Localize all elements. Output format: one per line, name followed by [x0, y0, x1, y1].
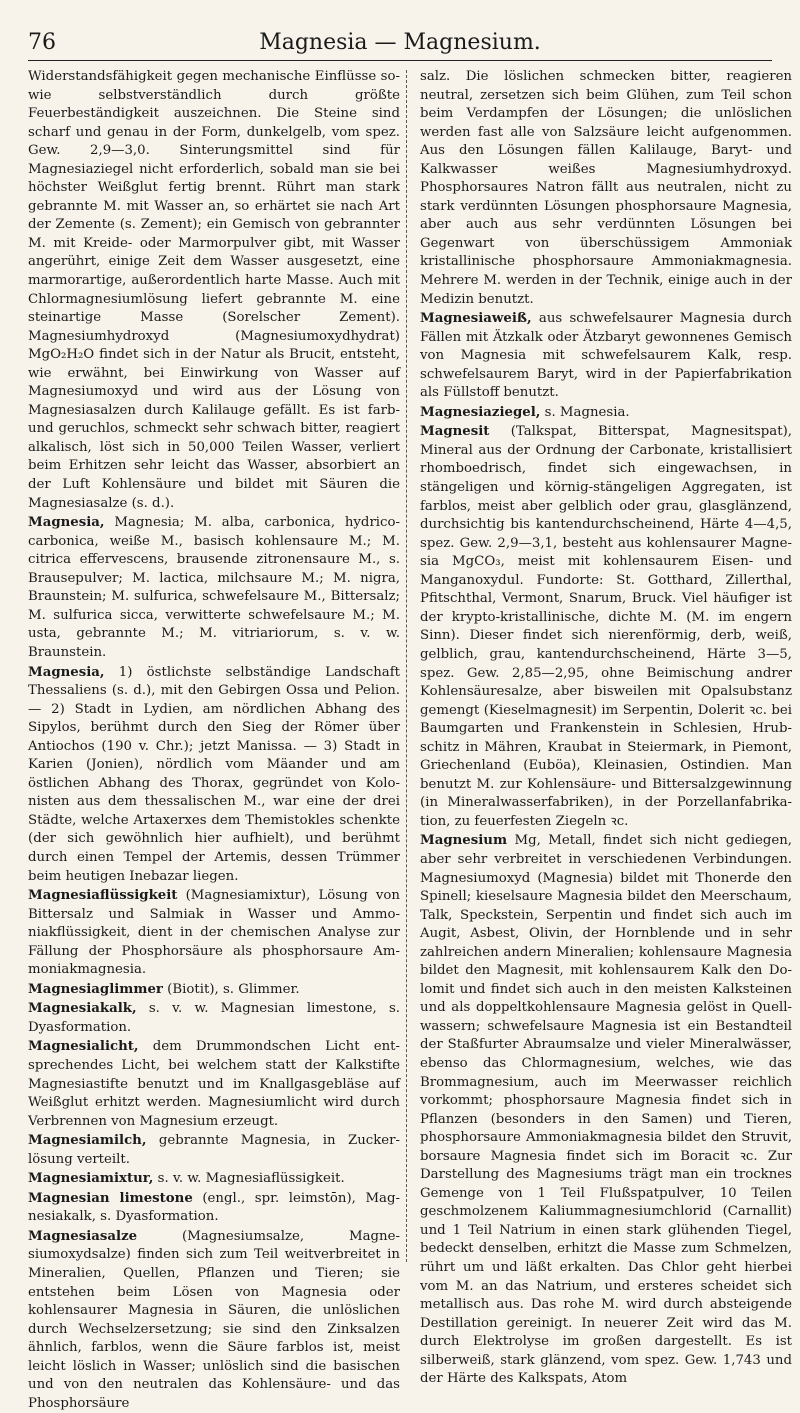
page-header [28, 26, 772, 61]
entry-text: (engl., spr. leimstōn), Magnesiakalk, s. Dyasformation. [28, 1190, 400, 1225]
entry-text: (Biotit), s. Glimmer. [167, 981, 300, 997]
entry [28, 1132, 400, 1169]
entry [28, 514, 400, 662]
entry [420, 310, 792, 403]
entry-text: Widerstandsfähigkeit gegen mechanische Einflüsse sowie selbstverständlich durch größte Feuerbeständigkeit auszeichnen. Die Steine sind scharf und genau in der Form, dunkelgelb, vom spez. Gew. 2,9—3,0. Sinterungsmittel sind für Magnesiaziegel nicht erforderlich, sobald man sie bei höchster Weißglut fertig brennt. Rührt man stark gebrannte M. mit Wasser an, so erhärtet sie nach Art der Zemente (s. Zement); ein Gemisch von gebrannter M. mit Kreide- oder Marmorpulver gibt, mit Wasser angerührt, einige Zeit dem Wasser ausgesetzt, eine marmorartige, außerordentlich harte Masse. Auch mit Chlormagnesiumlösung liefert gebrannte M. eine steinartige Masse (Sorelscher Zement). Magnesiumhydroxyd (Magnesiumoxydhydrat) MgO₂H₂O findet sich in der Natur als Brucit, entsteht, wie erwähnt, bei Einwirkung von Wasser auf Magnesiumoxyd und wird aus der Lösung von Magnesiasalzen durch Kalilauge gefällt. Es ist farb- und geruchlos, schmeckt sehr schwach bitter, reagiert alkalisch, löst sich in 50,000 Teilen Wasser, verliert beim Erhitzen sehr leicht das Wasser, absorbiert an der Luft Kohlensäure und bildet mit Säuren die Magnesiasalze (s. d.). [28, 69, 400, 511]
entry [420, 68, 792, 309]
entry-text: (Magnesiamixtur), Lösung von Bittersalz und Salmiak in Wasser und Ammoniakflüssigkeit, dient in der chemischen Analyse zur Fällung der Phosphorsäure als phosphorsaure Ammoniakmagnesia. [28, 888, 400, 978]
lemma: Magnesiaglimmer [28, 981, 163, 997]
entry [28, 664, 400, 887]
entry [28, 1190, 400, 1227]
entry-text: Magnesia; M. alba, carbonica, hydrico-carbonica, weiße M., basisch kohlensaure M.; M. citrica effervescens, brausende zitronensaure M., s. Brausepulver; M. lactica, milchsaure M.; M. nigra, Braunstein; M. sulfurica, schwefelsaure M., Bittersalz; M. sulfurica sicca, verwitterte schwefelsaure M.; M. usta, gebrannte M.; M. vitriariorum, s. v. w. Braunstein. [28, 515, 400, 660]
entry-text: s. v. w. Magnesiaflüssigkeit. [157, 1171, 345, 1187]
lemma: Magnesium [420, 833, 508, 849]
lemma: Magnesiasalze [28, 1228, 138, 1244]
right-column [420, 68, 792, 1387]
entry-text: s. Magnesia. [544, 404, 630, 420]
entry-text: salz. Die löslichen schmecken bitter, reagieren neutral, zersetzen sich beim Glühen, zum Teil schon beim Verdampfen der Lösungen; die unlöslichen werden fast alle von Salzsäure leicht aufgenommen. Aus den Lösungen fällen Kalilauge, Baryt- und Kalkwasser weißes Magnesiumhydroxyd. Phosphorsaures Natron fällt aus neutralen, nicht zu stark verdünnten Lösungen phosphorsaure Magnesia, aber auch aus sehr verdünnten Lösungen bei Gegenwart von überschüssigem Ammoniak kristallinische phosphorsaure Ammoniakmagnesia. Mehrere M. werden in der Technik, einige auch in der Medizin benutzt. [420, 69, 792, 307]
entry-text: gebrannte Magnesia, in Zuckerlösung verteilt. [28, 1133, 400, 1167]
entry [420, 423, 792, 831]
entry-text: dem Drummondschen Licht entsprechendes Licht, bei welchem statt der Kalkstifte Magnesiastifte benutzt und im Knallgasgebläse auf Weißglut erhitzt werden. Magnesiumlicht wird durch Verbrennen von Magnesium erzeugt. [28, 1039, 401, 1129]
entry [28, 68, 400, 513]
lemma: Magnesiaziegel, [420, 404, 541, 420]
entry [420, 404, 792, 423]
lemma: Magnesia, [28, 515, 105, 531]
entry [28, 887, 400, 980]
entry-text: 1) östlichste selbständige Landschaft Thessaliens (s. d.), mit den Gebirgen Ossa und Pelion. — 2) Stadt in Lydien, am nördlichen Abhang des Sipylos, berühmt durch den Sieg der Römer über Antiochos (190 v. Chr.); jetzt Manissa. — 3) Stadt in Karien (Jonien), nördlich vom Mäander und am östlichen Abhang des Thorax, gegründet von Kolonisten aus dem thessalischen M., war eine der drei Städte, welche Artaxerxes dem Themistokles schenkte (der sich gewöhnlich hier aufhielt), und berühmt durch einen Tempel der Artemis, dessen Trümmer beim heutigen Inebazar liegen. [28, 664, 400, 884]
entry [420, 832, 792, 1388]
page-number: 76 [28, 30, 56, 55]
entry [28, 1000, 400, 1037]
lemma: Magnesian limestone [28, 1190, 193, 1206]
lemma: Magnesiakalk, [28, 1001, 137, 1017]
lemma: Magnesia, [28, 664, 105, 680]
entry [28, 1228, 400, 1413]
entry [28, 1170, 400, 1189]
lemma: Magnesialicht, [28, 1039, 139, 1055]
running-title: Magnesia — Magnesium. [259, 30, 541, 55]
lemma: Magnesit [420, 424, 490, 440]
lemma: Magnesiaflüssigkeit [28, 888, 178, 904]
entry-text: (Magnesiumsalze, Magnesiumoxydsalze) finden sich zum Teil weitverbreitet in Mineralien, Quellen, Pflanzen und Tieren; sie entstehen beim Lösen von Magnesia oder kohlensaurer Magnesia in Säuren, die unlöslichen durch Wechselzersetzung; sie sind den Zinksalzen ähnlich, farblos, wenn die Säure farblos ist, meist leicht löslich in Wasser; unlöslich sind die basischen und von den neutralen das Kohlensäure- und das Phosphorsäure [28, 1228, 400, 1411]
entry [28, 981, 400, 1000]
entry-text: Mg, Metall, findet sich nicht gediegen, aber sehr verbreitet in verschiedenen Verbindungen. Magnesiumoxyd (Magnesia) bildet mit Thonerde den Spinell; kieselsaure Magnesia bildet den Meerschaum, Talk, Speckstein, Serpentin und findet sich auch im Augit, Asbest, Olivin, der Hornblende und in sehr zahlreichen andern Mineralien; kohlensaure Magnesia bildet den Magnesit, mit kohlensaurem Kalk den Dolomit und findet sich auch in den meisten Kalksteinen und als doppeltkohlensaure Magnesia gelöst in Quellwassern; schwefelsaure Magnesia ist ein Bestandteil der Staßfurter Abraumsalze und vieler Mineralwässer, ebenso das Chlormagnesium, welches, wie das Brommagnesium, auch im Meerwasser reichlich vorkommt; phosphorsaure Magnesia findet sich in Pflanzen (besonders in den Samen) und Tieren, phosphorsaure Ammoniakmagnesia bildet den Struvit, borsaure Magnesia findet sich im Boracit ꝛc. Zur Darstellung des Magnesiums trägt man ein trocknes Gemenge von 1 Teil Flußspatpulver, 10 Teilen geschmolzenem Kaliummagnesiumchlorid (Carnallit) und 1 Teil Natrium in einen stark glühenden Tiegel, bedeckt denselben, erhitzt die Masse zum Schmelzen, rührt um und läßt erkalten. Das Chlor geht hierbei vom M. an das Natrium, und ersteres scheidet sich metallisch aus. Das rohe M. wird durch absteigende Destillation gereinigt. In neuerer Zeit wird das M. durch Elektrolyse im großen dargestellt. Es ist silberweiß, stark glänzend, vom spez. Gew. 1,743 und der Härte des Kalkspats, Atom [420, 833, 792, 1387]
left-column [28, 68, 401, 1411]
lemma: Magnesiaweiß, [420, 311, 532, 327]
entry-text: (Talkspat, Bitterspat, Magnesitspat), Mineral aus der Ordnung der Carbonate, kristallisiert rhomboedrisch, findet sich eingewachsen, in stängeligen und körnig-stängeligen Aggregaten, ist farblos, meist aber gelblich oder grau, glasglänzend, durchsichtig bis kantendurchscheinend, Härte 4—4,5, spez. Gew. 2,9—3,1, besteht aus kohlensaurer Magnesia MgCO₃, meist mit kohlensaurem Eisen- und Manganoxydul. Fundorte: St. Gotthard, Zillerthal, Pfitschthal, Vermont, Snarum, Bruck. Viel häufiger ist der krypto-kristallinische, dichte M. (M. im engern Sinn). Dieser findet sich nierenförmig, derb, weiß, gelblich, grau, kantendurchscheinend, Härte 3—5, spez. Gew. 2,85—2,95, ohne Beimischung andrer Kohlensäuresalze, aber bisweilen mit Opalsubstanz gemengt (Kieselmagnesit) im Serpentin, Dolerit ꝛc. bei Baumgarten und Frankenstein in Schlesien, Hrubschitz in Mähren, Kraubat in Steiermark, in Piemont, Griechenland (Euböa), Kleinasien, Ostindien. Man benutzt M. zur Kohlensäure- und Bittersalzgewinnung (in Mineralwasserfabriken), in der Porzellanfabrikation, zu feuerfesten Ziegeln ꝛc. [420, 424, 792, 829]
lemma: Magnesiamixtur, [28, 1171, 154, 1187]
lemma: Magnesiamilch, [28, 1133, 147, 1149]
entry [28, 1038, 400, 1131]
entry-text: aus schwefelsaurer Magnesia durch Fällen mit Ätzkalk oder Ätzbaryt gewonnenes Gemisch von Magnesia mit schwefelsaurem Kalk, resp. schwefelsaurem Baryt, wird in der Papierfabrikation als Füllstoff benutzt. [420, 311, 792, 401]
entry-text: s. v. w. Magnesian limestone, s. Dyasformation. [28, 1001, 400, 1035]
column-divider [406, 70, 407, 1262]
